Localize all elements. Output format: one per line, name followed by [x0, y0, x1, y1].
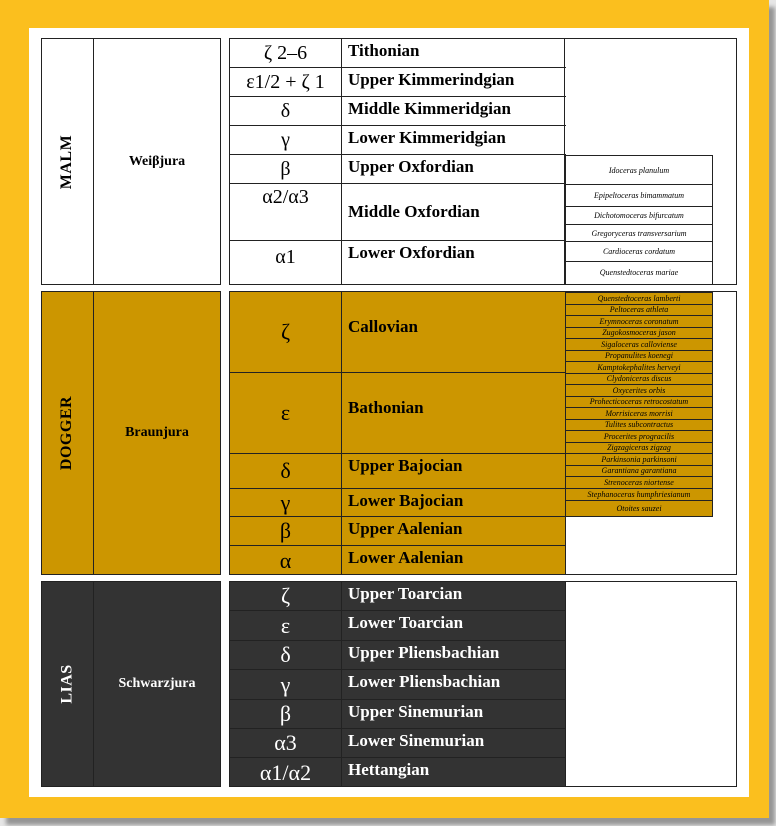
- stage-symbol: α: [279, 548, 292, 573]
- stage-symbol: α1/α2: [259, 760, 312, 785]
- dogger-stage-row: [230, 546, 566, 576]
- chart-area: [29, 28, 749, 797]
- stage-symbol: β: [279, 518, 292, 543]
- lias-stage-row: [230, 700, 566, 729]
- ammonite-zone: Propanulites koenegi: [566, 351, 712, 363]
- stage-name: Lower Pliensbachian: [348, 672, 501, 691]
- ammonite-zone: Erymnoceras coronatum: [566, 316, 712, 328]
- dogger-stage-row: [230, 517, 566, 546]
- stage-symbol: δ: [280, 99, 291, 122]
- lias-stage-table: [229, 581, 737, 787]
- ammonite-zone: Otoites sauzei: [616, 503, 662, 513]
- lias-stage-row: [230, 611, 566, 641]
- malm-era-label: MALM: [58, 134, 76, 189]
- stage-name: Middle Kimmeridgian: [348, 99, 511, 118]
- ammonite-zone: Quenstedtoceras lamberti: [566, 293, 712, 305]
- malm-stage-table: [229, 38, 737, 285]
- stage-symbol: α2/α3: [262, 186, 309, 208]
- stage-name: Callovian: [348, 317, 418, 336]
- dogger-stage-row: [230, 373, 566, 454]
- lias-stage-row: [230, 670, 566, 700]
- ammonite-zone: Strenoceras niortense: [566, 477, 712, 489]
- malm-stage-row: [230, 97, 566, 126]
- ammonite-zone: Peltoceras athleta: [566, 305, 712, 317]
- dogger-period-label: Braunjura: [125, 425, 189, 440]
- dogger-era-label: DOGGER: [58, 395, 76, 471]
- stage-name: Upper Kimmerindgian: [348, 70, 515, 89]
- lias-era-block: [41, 581, 221, 787]
- stage-symbol: ε1/2 + ζ 1: [246, 70, 325, 93]
- stage-name: Upper Sinemurian: [348, 702, 484, 721]
- stage-name: Hettangian: [348, 760, 430, 779]
- ammonite-zone: Sigaloceras calloviense: [566, 339, 712, 351]
- malm-stage-row: [230, 241, 566, 286]
- dogger-era-block: [41, 291, 221, 575]
- ammonite-zone: Cardioceras cordatum: [566, 242, 712, 262]
- stage-name: Upper Toarcian: [348, 584, 463, 603]
- stage-name: Upper Aalenian: [348, 519, 463, 538]
- ammonite-zone: Clydoniceras discus: [566, 374, 712, 386]
- stage-symbol: α1: [275, 246, 296, 268]
- malm-period-label: Weiβjura: [128, 153, 186, 169]
- stage-name: Tithonian: [348, 41, 420, 60]
- stage-symbol: γ: [281, 128, 290, 151]
- stage-name: Upper Pliensbachian: [348, 643, 500, 662]
- dogger-stage-table: [229, 291, 737, 575]
- lias-period-label: Schwarzjura: [118, 676, 196, 691]
- stage-symbol: δ: [280, 458, 291, 483]
- stage-symbol: δ: [280, 642, 291, 667]
- stage-name: Middle Oxfordian: [348, 202, 480, 221]
- ammonite-zone: Procerites progracilis: [566, 431, 712, 443]
- ammonite-zone: Kamptokephalites herveyi: [566, 362, 712, 374]
- stage-symbol: ε: [280, 400, 291, 425]
- stage-name: Upper Bajocian: [348, 456, 463, 475]
- lias-stage-row: [230, 729, 566, 758]
- ammonite-zone: Prohecticoceras retrocostatum: [566, 397, 712, 409]
- stage-name: Lower Toarcian: [348, 613, 464, 632]
- stage-symbol: α3: [274, 730, 297, 755]
- lias-stage-row: [230, 641, 566, 670]
- stage-name: Lower Sinemurian: [348, 731, 485, 750]
- stage-name: Lower Kimmeridgian: [348, 128, 506, 147]
- stage-symbol: β: [279, 701, 292, 726]
- malm-stage-row: [230, 39, 566, 68]
- dogger-stage-row: [230, 292, 566, 373]
- malm-era-block: [41, 38, 221, 285]
- stage-symbol: γ: [280, 489, 291, 515]
- ammonite-zone: Parkinsonia parkinsoni: [566, 454, 712, 466]
- lias-era-label-cell: [42, 582, 93, 786]
- stage-symbol: ε: [280, 612, 291, 638]
- ammonite-zone: Zugokosmoceras jason: [566, 328, 712, 340]
- ammonite-zone: Oxycerites orbis: [566, 385, 712, 397]
- malm-stage-row: [230, 184, 566, 241]
- lias-stage-row: [230, 758, 566, 788]
- stage-symbol: γ: [280, 671, 291, 697]
- stage-name: Lower Oxfordian: [348, 243, 475, 262]
- ammonite-zone: Stephanoceras humphriesianum: [566, 489, 712, 501]
- malm-stage-row: [230, 68, 566, 97]
- stage-name: Lower Aalenian: [348, 548, 464, 567]
- dogger-era-label-cell: [42, 292, 93, 574]
- ammonite-zone: Morrisiceras morrisi: [566, 408, 712, 420]
- lias-era-label: LIAS: [58, 664, 76, 704]
- stage-name: Bathonian: [348, 398, 424, 417]
- stage-symbol: ζ 2–6: [263, 41, 308, 64]
- lias-stage-row: [230, 582, 566, 611]
- ammonite-zone: Gregoryceras transversarium: [566, 225, 712, 242]
- ammonite-zone: Zigzagiceras zigzag: [566, 443, 712, 455]
- malm-era-label-cell: [42, 39, 93, 284]
- stage-name: Upper Oxfordian: [348, 157, 474, 176]
- malm-stage-row: [230, 126, 566, 155]
- ammonite-zone: Quenstedtoceras mariae: [599, 268, 679, 277]
- stage-symbol: ζ: [280, 319, 291, 344]
- dogger-stage-row: [230, 454, 566, 489]
- stage-symbol: β: [280, 157, 291, 180]
- ammonite-zone: Tulites subcontractus: [566, 420, 712, 432]
- ammonite-zone: Epipeltoceras bimammatum: [566, 185, 712, 207]
- dogger-stage-row: [230, 489, 566, 517]
- ammonite-zone: Garantiana garantiana: [566, 466, 712, 478]
- ammonite-zone: Dichotomoceras bifurcatum: [566, 207, 712, 225]
- malm-ammonite-zones: [565, 155, 713, 284]
- malm-stage-row: [230, 155, 566, 184]
- dogger-ammonite-zones: [565, 292, 713, 517]
- stage-symbol: ζ: [280, 583, 291, 608]
- ammonite-zone: Idoceras planulum: [566, 156, 712, 185]
- stage-name: Lower Bajocian: [348, 491, 464, 510]
